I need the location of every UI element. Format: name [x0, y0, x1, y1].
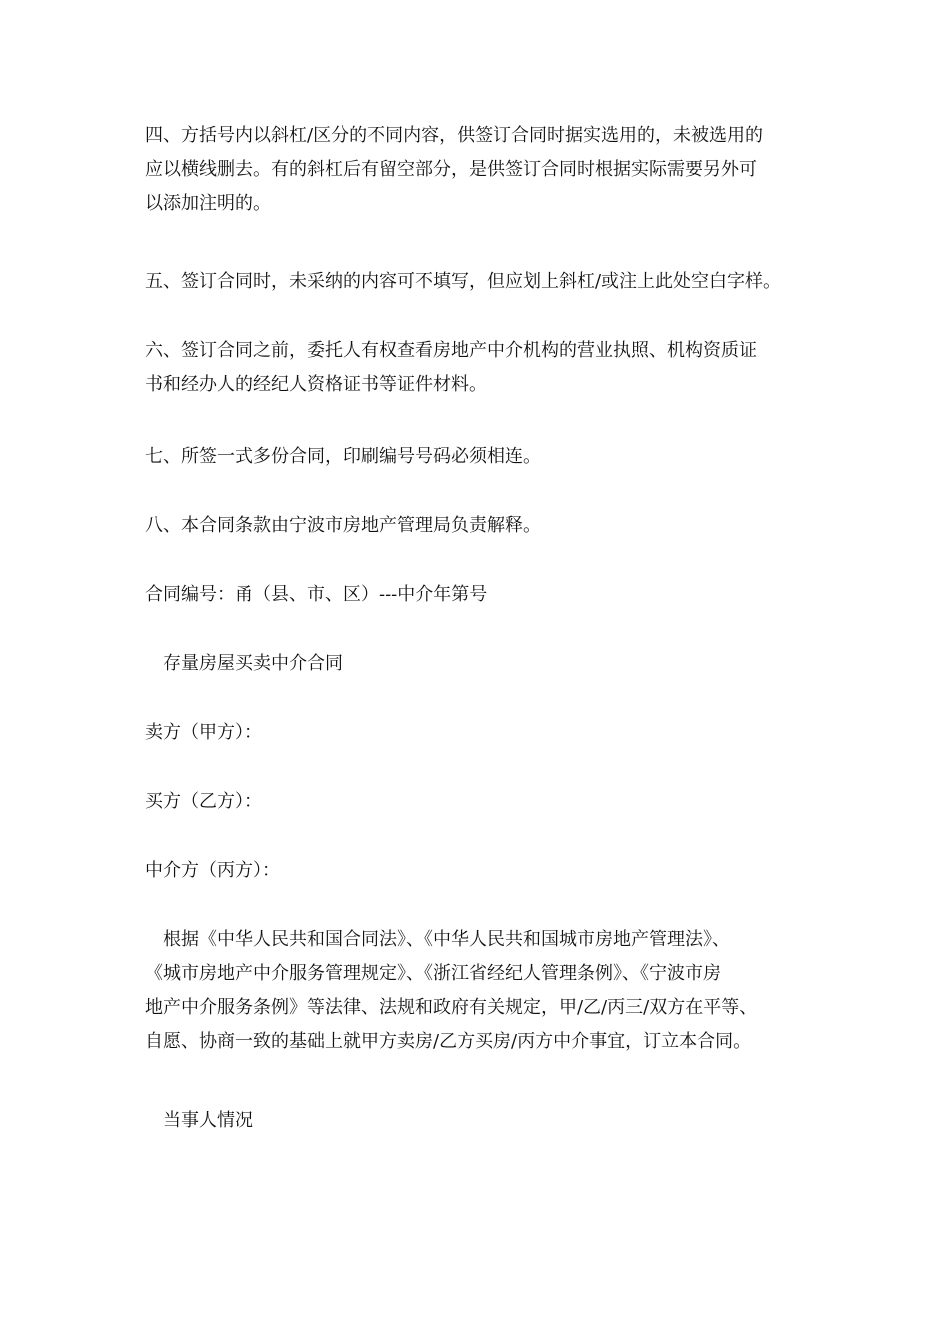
- contract-title: [163, 647, 843, 681]
- contract-number-text: 合同编号：甬（县、市、区）---中介年第号: [145, 584, 488, 605]
- agent-field: [145, 854, 825, 888]
- preamble-line-1: 根据《中华人民共和国合同法》、《中华人民共和国城市房地产管理法》、: [163, 929, 730, 950]
- clause-four-line-3: 以添加注明的。: [145, 193, 271, 214]
- clause-four-line-1: 四、方括号内以斜杠/区分的不同内容，供签订合同时据实选用的，未被选用的: [145, 125, 764, 146]
- clause-five: [145, 265, 825, 299]
- clause-four-line-2: 应以横线删去。有的斜杠后有留空部分，是供签订合同时根据实际需要另外可: [145, 159, 757, 180]
- clause-four: [145, 119, 825, 221]
- clause-eight-line-1: 八、本合同条款由宁波市房地产管理局负责解释。: [145, 515, 541, 536]
- buyer-label: 买方（乙方）：: [145, 791, 262, 812]
- seller-label: 卖方（甲方）：: [145, 722, 262, 743]
- clause-six: [145, 334, 825, 402]
- clause-seven-line-1: 七、所签一式多份合同，印刷编号号码必须相连。: [145, 446, 541, 467]
- section-parties-text: 当事人情况: [163, 1110, 253, 1131]
- agent-label: 中介方（丙方）：: [145, 860, 280, 881]
- preamble: [145, 923, 825, 1059]
- section-parties-heading: [163, 1104, 843, 1138]
- contract-number: [145, 578, 825, 612]
- preamble-line-4: 自愿、协商一致的基础上就甲方卖房/乙方买房/丙方中介事宜，订立本合同。: [145, 1031, 752, 1052]
- clause-seven: [145, 440, 825, 474]
- seller-field: [145, 716, 825, 750]
- preamble-line-2: 《城市房地产中介服务管理规定》、《浙江省经纪人管理条例》、《宁波市房: [145, 963, 721, 984]
- clause-six-line-2: 书和经办人的经纪人资格证书等证件材料。: [145, 374, 487, 395]
- buyer-field: [145, 785, 825, 819]
- contract-title-text: 存量房屋买卖中介合同: [163, 653, 343, 674]
- clause-five-line-1: 五、签订合同时，未采纳的内容可不填写，但应划上斜杠/或注上此处空白字样。: [145, 271, 782, 292]
- clause-eight: [145, 509, 825, 543]
- preamble-line-3: 地产中介服务条例》等法律、法规和政府有关规定，甲/乙/丙三/双方在平等、: [145, 997, 758, 1018]
- clause-six-line-1: 六、签订合同之前，委托人有权查看房地产中介机构的营业执照、机构资质证: [145, 340, 757, 361]
